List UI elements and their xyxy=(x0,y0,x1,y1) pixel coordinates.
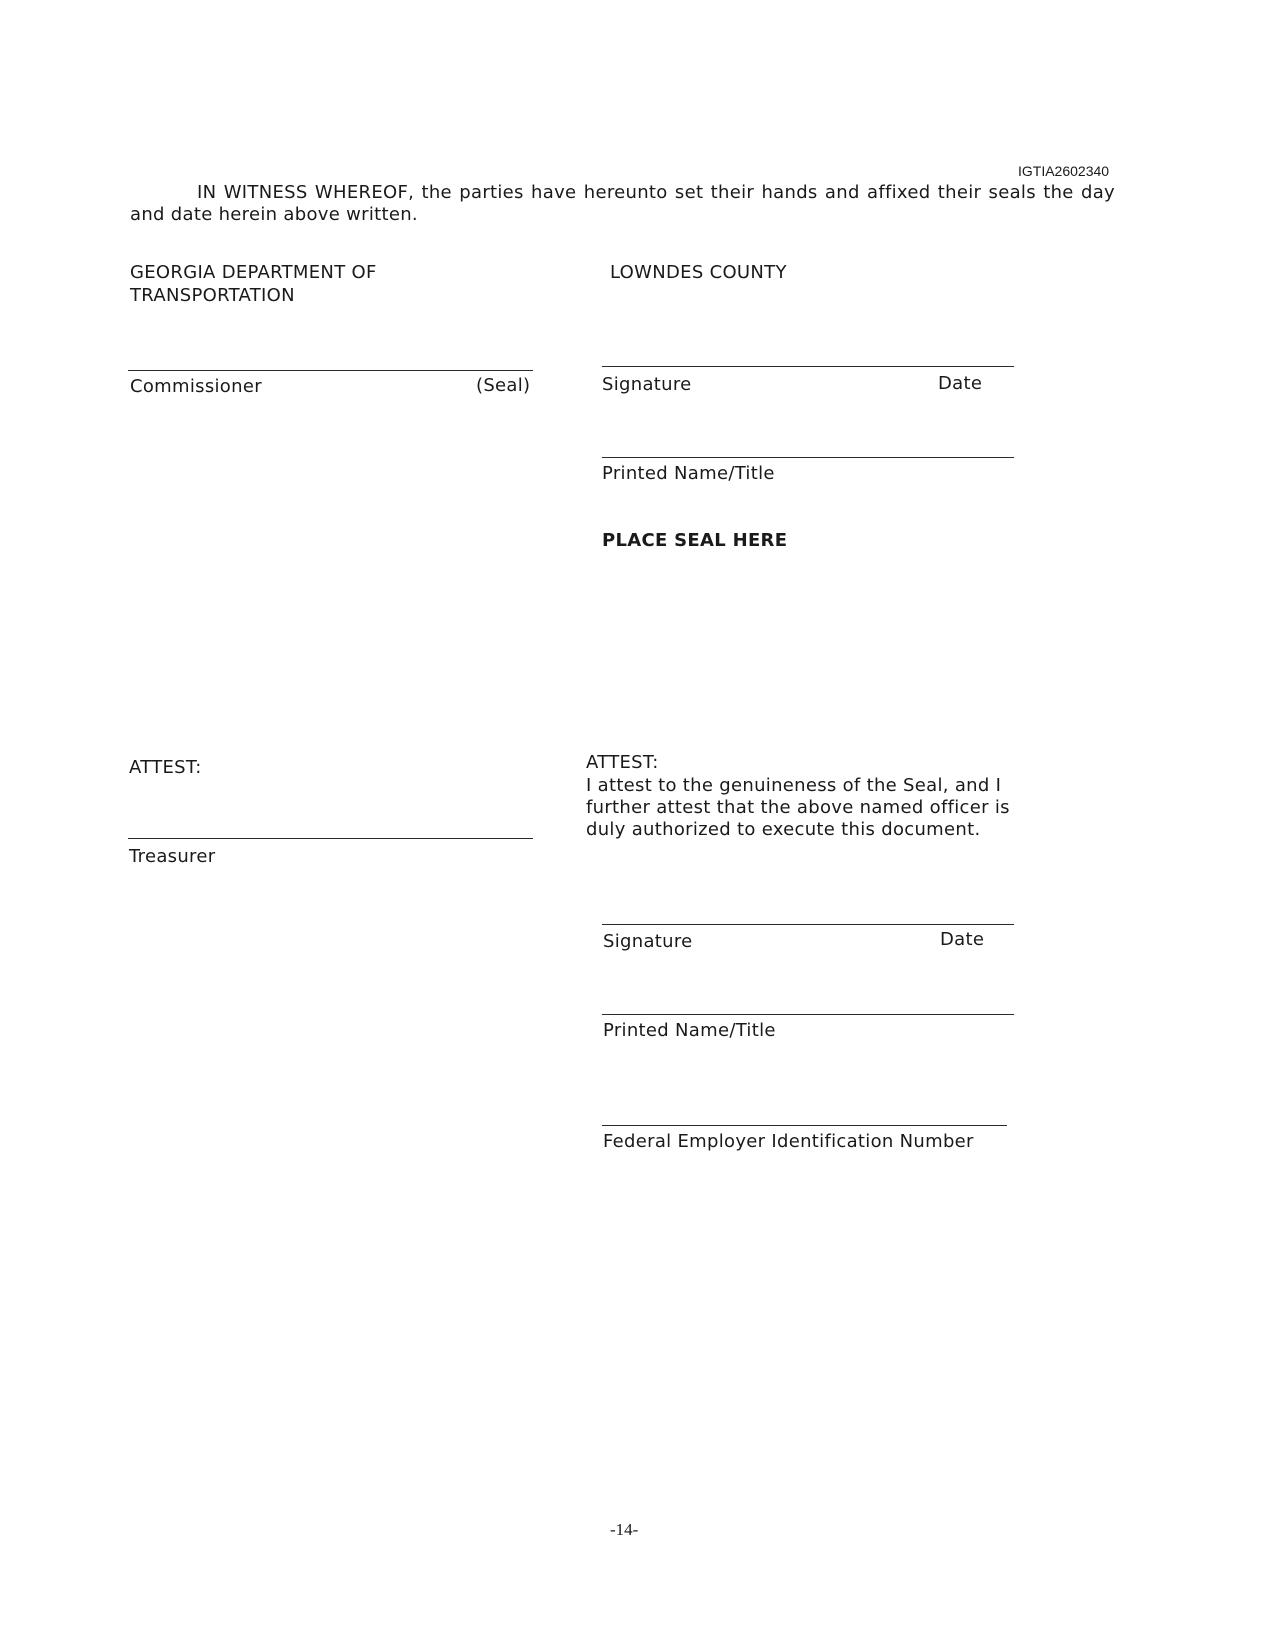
county-date-label: Date xyxy=(938,373,983,394)
fein-label: Federal Employer Identification Number xyxy=(603,1131,974,1152)
county-signature-label: Signature xyxy=(602,374,692,395)
seal-label: (Seal) xyxy=(476,375,531,396)
county-printed-name-label: Printed Name/Title xyxy=(602,463,775,484)
document-id: IGTIA2602340 xyxy=(1018,163,1110,179)
left-party-name-line2: TRANSPORTATION xyxy=(130,285,295,306)
witness-paragraph: IN WITNESS WHEREOF, the parties have hereunto set their hands and affixed their seals the day and date herein above written. xyxy=(130,182,1115,225)
attest-signature-label: Signature xyxy=(603,931,693,952)
attest-signature-line[interactable] xyxy=(602,924,1014,925)
attest-date-label: Date xyxy=(940,929,985,950)
attest-printed-name-label: Printed Name/Title xyxy=(603,1020,776,1041)
attest-printed-name-line[interactable] xyxy=(602,1014,1014,1015)
left-party-name-line1: GEORGIA DEPARTMENT OF xyxy=(130,262,377,283)
page-number: -14- xyxy=(610,1520,639,1539)
left-attest-label: ATTEST: xyxy=(129,757,202,778)
commissioner-signature-line[interactable] xyxy=(128,370,533,371)
place-seal-here: PLACE SEAL HERE xyxy=(602,530,788,551)
attest-statement-line2: further attest that the above named officer is xyxy=(586,797,1010,818)
attest-statement-line1: I attest to the genuineness of the Seal, and I xyxy=(586,775,1002,796)
treasurer-signature-line[interactable] xyxy=(128,838,533,839)
county-signature-line[interactable] xyxy=(602,366,1014,367)
fein-line[interactable] xyxy=(602,1125,1007,1126)
attest-statement-line3: duly authorized to execute this document. xyxy=(586,819,981,840)
right-attest-label: ATTEST: xyxy=(586,752,659,773)
treasurer-label: Treasurer xyxy=(129,846,216,867)
right-party-name: LOWNDES COUNTY xyxy=(610,262,787,283)
commissioner-label: Commissioner xyxy=(130,376,262,397)
county-printed-name-line[interactable] xyxy=(602,457,1014,458)
